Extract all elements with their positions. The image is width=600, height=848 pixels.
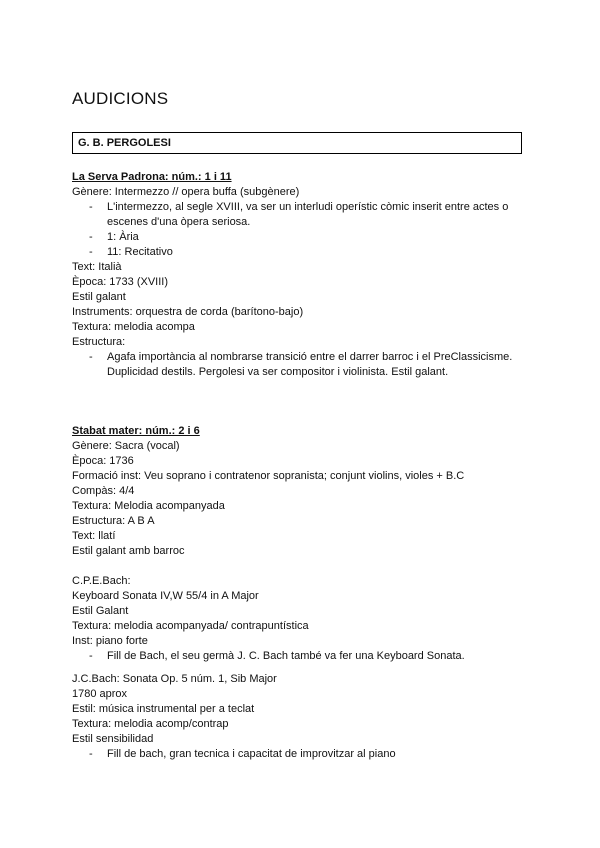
section-serva-padrona <box>72 170 532 380</box>
info-line: Instruments: orquestra de corda (barítono-bajo) <box>72 306 304 318</box>
section-jc-bach <box>72 672 532 762</box>
genre-line: Gènere: Intermezzo // opera buffa (subgènere) <box>72 186 300 198</box>
bullet-list <box>72 200 532 260</box>
section-cpe-bach <box>72 574 532 664</box>
info-line: Text: Italià <box>72 261 122 273</box>
info-line: C.P.E.Bach: <box>72 575 131 587</box>
section-stabat-mater <box>72 424 532 559</box>
bullet-item: - Fill de Bach, el seu germà J. C. Bach també va fer una Keyboard Sonata. <box>72 649 532 664</box>
bullet-item: - 1: Ària <box>72 230 532 245</box>
section-heading: La Serva Padrona: núm.: 1 i 11 <box>72 171 232 183</box>
info-line: Keyboard Sonata IV,W 55/4 in A Major <box>72 590 259 602</box>
info-line: Estil Galant <box>72 605 129 617</box>
info-line: Època: 1733 (XVIII) <box>72 276 168 288</box>
info-line: Estil sensibilidad <box>72 733 154 745</box>
info-line: Estil galant <box>72 291 126 303</box>
bullet-list <box>72 649 532 664</box>
info-line: Estructura: <box>72 336 126 348</box>
document-body <box>72 170 532 762</box>
info-line: Estructura: A B A <box>72 515 155 527</box>
info-line: Època: 1736 <box>72 455 134 467</box>
info-line: Textura: melodia acomp/contrap <box>72 718 229 730</box>
info-line: Formació inst: Veu soprano i contratenor sopranista; conjunt violins, violes + B.C <box>72 470 465 482</box>
bullet-item: - Agafa importància al nombrarse transició entre el darrer barroc i el PreClassicisme. Duplicidad destils. Pergolesi va ser compositor i violinista. Estil galant. <box>72 350 532 380</box>
info-line: Estil: música instrumental per a teclat <box>72 703 255 715</box>
bullet-item: - 11: Recitativo <box>72 245 532 260</box>
info-line: Text: llatí <box>72 530 116 542</box>
info-line: Textura: melodia acompa <box>72 321 195 333</box>
info-line: Compàs: 4/4 <box>72 485 135 497</box>
bullet-item: - L'intermezzo, al segle XVIII, va ser un interludi operístic còmic inserit entre actes o escenes d'una òpera seriosa. <box>72 200 527 230</box>
bullet-item: - Fill de bach, gran tecnica i capacitat de improvitzar al piano <box>72 747 532 762</box>
page-title: AUDICIONS <box>72 89 169 108</box>
section-heading: Stabat mater: núm.: 2 i 6 <box>72 425 200 437</box>
composer-box: G. B. PERGOLESI <box>72 132 522 154</box>
info-line: Textura: melodia acompanyada/ contrapuntística <box>72 620 309 632</box>
bullet-list <box>72 747 532 762</box>
info-line: Gènere: Sacra (vocal) <box>72 440 180 452</box>
bullet-list <box>72 350 532 380</box>
info-line: Textura: Melodia acompanyada <box>72 500 225 512</box>
info-line: Inst: piano forte <box>72 635 148 647</box>
info-line: J.C.Bach: Sonata Op. 5 núm. 1, Sib Major <box>72 673 277 685</box>
info-line: 1780 aprox <box>72 688 128 700</box>
info-line: Estil galant amb barroc <box>72 545 185 557</box>
